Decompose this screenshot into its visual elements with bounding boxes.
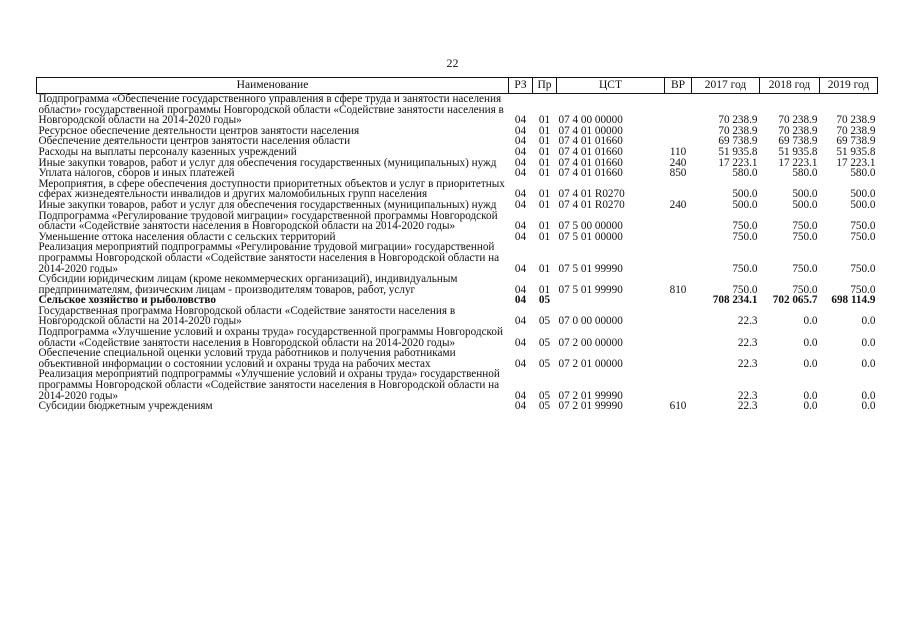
row-vr: 850 [669,167,687,180]
row-value-2019: 750.0 [850,262,876,275]
row-pr: 01 [538,114,551,127]
row-vr [665,232,692,243]
header-vr: ВР [665,78,692,94]
row-cst: 07 2 01 99990 [558,389,623,402]
row-value-2019: 750.0 [850,283,876,296]
row-vr [665,94,692,126]
row-value-2017: 580.0 [732,167,758,180]
row-cst: 07 4 01 00000 [558,124,623,137]
row-value-2018: 750.0 [792,283,818,296]
row-value-2019: 698 114.9 [831,294,876,307]
row-name: Субсидии бюджетным учреждениям [38,400,213,413]
row-value-2019: 500.0 [850,198,876,211]
row-value-2019: 580.0 [850,167,876,180]
row-vr: 110 [669,145,687,158]
header-2019: 2019 год [820,78,878,94]
row-value-2019: 70 238.9 [836,124,876,137]
table-body [37,94,878,412]
row-value-2017: 69 738.9 [718,135,758,148]
row-value-2019: 750.0 [850,230,876,243]
row-pr: 05 [538,336,551,349]
row-value-2017: 51 935.8 [718,145,758,158]
row-value-2018: 0.0 [803,336,818,349]
table-row [37,242,878,274]
row-cst: 07 0 00 00000 [558,315,623,328]
row-cst [557,295,665,306]
table-row [37,147,878,158]
row-value-2018: 0.0 [803,400,818,413]
row-name: Ресурсное обеспечение деятельности центров занятости населения [38,124,360,137]
row-name: Сельское хозяйство и рыболовство [38,294,216,307]
row-vr: 810 [669,283,687,296]
header-name: Наименование [37,78,509,94]
row-cst: 07 4 00 00000 [558,114,623,127]
row-pr: 05 [538,294,551,307]
row-pr: 01 [538,198,551,211]
row-value-2017: 750.0 [732,220,758,233]
row-vr [665,211,692,232]
table-row [37,306,878,327]
row-value-2019: 70 238.9 [836,114,876,127]
table-row [37,348,878,369]
row-rz: 04 [514,357,527,370]
row-cst: 07 5 01 99990 [558,262,623,275]
row-rz: 04 [514,389,527,402]
row-value-2017: 750.0 [732,262,758,275]
row-vr [665,306,692,327]
row-value-2017: 22.3 [737,400,758,413]
row-rz: 04 [514,230,527,243]
row-name: Подпрограмма «Регулирование трудовой миграции» государственной программы Новгородской области «Содействие занятости населения в Новгородской области на 2014-2020 годы» [38,209,498,233]
row-pr: 01 [538,262,551,275]
row-value-2018: 500.0 [792,188,818,201]
row-value-2019: 51 935.8 [836,145,876,158]
row-rz: 04 [514,145,527,158]
row-cst: 07 2 01 00000 [558,357,623,370]
row-value-2019: 0.0 [861,389,876,402]
row-cst: 07 4 01 01660 [558,145,623,158]
table-row [37,179,878,200]
row-pr: 05 [538,357,551,370]
row-cst: 07 4 01 01660 [558,156,623,169]
row-rz: 04 [514,188,527,201]
table-row [37,200,878,211]
header-2017: 2017 год [692,78,760,94]
row-vr: 610 [669,400,687,413]
row-rz: 04 [514,294,527,307]
row-vr [665,242,692,274]
row-vr [665,348,692,369]
row-cst: 07 4 01 01660 [558,135,623,148]
table-row [37,369,878,401]
row-value-2017: 500.0 [732,188,758,201]
row-value-2018: 750.0 [792,230,818,243]
row-value-2019: 17 223.1 [836,156,876,169]
row-value-2019: 0.0 [861,400,876,413]
row-value-2019: 500.0 [850,188,876,201]
row-value-2018: 51 935.8 [778,145,818,158]
row-value-2018: 750.0 [792,220,818,233]
row-value-2018: 0.0 [803,315,818,328]
row-name: Реализация мероприятий подпрограммы «Улучшение условий и охраны труда» государственной программы Новгородской области «Содействие занятости населения в Новгородской области на 2014-2020 годы» [38,368,500,402]
row-value-2019: 69 738.9 [836,135,876,148]
row-name: Иные закупки товаров, работ и услуг для обеспечения государственных (муниципальных) нужд [38,198,497,211]
row-value-2019: 0.0 [861,357,876,370]
row-name: Обеспечение деятельности центров занятости населения области [38,135,351,148]
table-row [37,94,878,126]
row-rz: 04 [514,156,527,169]
row-name: Реализация мероприятий подпрограммы «Регулирование трудовой миграции» государственной программы Новгородской области «Содействие занятости населения в Новгородской области на 2014-2020 годы» [38,241,500,275]
row-value-2017: 708 234.1 [712,294,758,307]
row-name: Обеспечение специальной оценки условий труда работников и получения работниками объективной информации о состоянии условий и охраны труда на рабочих местах [38,347,456,370]
budget-table [36,77,878,412]
row-pr: 01 [538,230,551,243]
row-pr: 01 [538,156,551,169]
row-rz: 04 [514,336,527,349]
row-rz: 04 [514,262,527,275]
row-rz: 04 [514,220,527,233]
row-vr [665,179,692,200]
table-row [37,274,878,295]
row-pr: 05 [538,389,551,402]
row-value-2018: 70 238.9 [778,114,818,127]
row-vr: 240 [669,198,687,211]
table-row [37,327,878,348]
row-value-2017: 70 238.9 [718,114,758,127]
row-rz: 04 [514,315,527,328]
row-cst: 07 5 00 00000 [558,220,623,233]
header-cst: ЦСТ [557,78,665,94]
row-name: Подпрограмма «Улучшение условий и охраны труда» государственной программы Новгородской области «Содействие занятости населения в Новгородской области на 2014-2020 годы» [38,326,503,349]
row-cst: 07 4 01 R0270 [558,198,625,211]
row-value-2017: 750.0 [732,230,758,243]
row-value-2017: 22.3 [737,357,758,370]
table-row [37,211,878,232]
row-value-2018: 0.0 [803,389,818,402]
row-cst: 07 5 01 99990 [558,283,623,296]
row-rz: 04 [514,400,527,413]
row-value-2018: 580.0 [792,167,818,180]
page-number: 22 [446,56,459,70]
row-rz: 04 [514,283,527,296]
row-name: Иные закупки товаров, работ и услуг для обеспечения государственных (муниципальных) нужд [38,156,497,169]
row-name: Государственная программа Новгородской области «Содействие занятости населения в Новгородской области на 2014-2020 годы» [38,304,456,328]
row-value-2018: 0.0 [803,357,818,370]
row-pr: 01 [538,188,551,201]
row-value-2017: 22.3 [737,389,758,402]
row-value-2018: 702 065.7 [772,294,818,307]
row-name: Уменьшение оттока населения области с сельских территорий [38,230,336,243]
row-rz: 04 [514,135,527,148]
row-cst: 07 4 01 01660 [558,167,623,180]
row-pr: 05 [538,315,551,328]
row-value-2017: 500.0 [732,198,758,211]
row-pr: 01 [538,124,551,137]
row-name: Субсидии юридическим лицам (кроме некоммерческих организаций), индивидуальным предпринимателям, физическим лицам - производителям товаров, работ, услуг [38,273,458,296]
row-cst: 07 4 01 R0270 [558,188,625,201]
row-pr: 01 [538,220,551,233]
row-value-2018: 69 738.9 [778,135,818,148]
row-rz: 04 [514,114,527,127]
row-value-2017: 22.3 [737,315,758,328]
row-pr: 05 [538,400,551,413]
row-rz: 04 [514,167,527,180]
row-value-2017: 22.3 [737,336,758,349]
row-rz: 04 [514,198,527,211]
row-name: Уплата налогов, сборов и иных платежей [38,167,235,180]
header-2018: 2018 год [760,78,820,94]
row-value-2018: 750.0 [792,262,818,275]
row-pr: 01 [538,167,551,180]
row-cst: 07 2 00 00000 [558,336,623,349]
row-pr: 01 [538,145,551,158]
row-vr [665,295,692,306]
row-name: Подпрограмма «Обеспечение государственного управления в сфере труда и занятости населения области» государственной программы Новгородской области «Содействие занятости населения в Новгородской области на 2014-2020 годы» [38,93,504,127]
row-value-2018: 17 223.1 [778,156,818,169]
row-name: Расходы на выплаты персоналу казенных учреждений [38,145,297,158]
row-pr: 01 [538,135,551,148]
table-header [37,78,878,94]
row-pr: 01 [538,283,551,296]
row-cst: 07 5 01 00000 [558,230,623,243]
row-value-2019: 0.0 [861,336,876,349]
row-value-2017: 70 238.9 [718,124,758,137]
row-value-2019: 750.0 [850,220,876,233]
row-value-2017: 750.0 [732,283,758,296]
row-value-2017: 17 223.1 [718,156,758,169]
row-vr [665,126,692,137]
row-vr [665,327,692,348]
header-rz: РЗ [509,78,533,94]
row-vr: 240 [669,156,687,169]
row-cst: 07 2 01 99990 [558,400,623,413]
row-value-2019: 0.0 [861,315,876,328]
table-row [37,401,878,412]
row-vr [665,369,692,401]
row-value-2018: 500.0 [792,198,818,211]
row-value-2018: 70 238.9 [778,124,818,137]
row-rz: 04 [514,124,527,137]
header-pr: Пр [533,78,557,94]
row-name: Мероприятия, в сфере обеспечения доступности приоритетных объектов и услуг в приоритетных сферах жизнедеятельности инвалидов и других маломобильных групп населения [38,177,505,201]
